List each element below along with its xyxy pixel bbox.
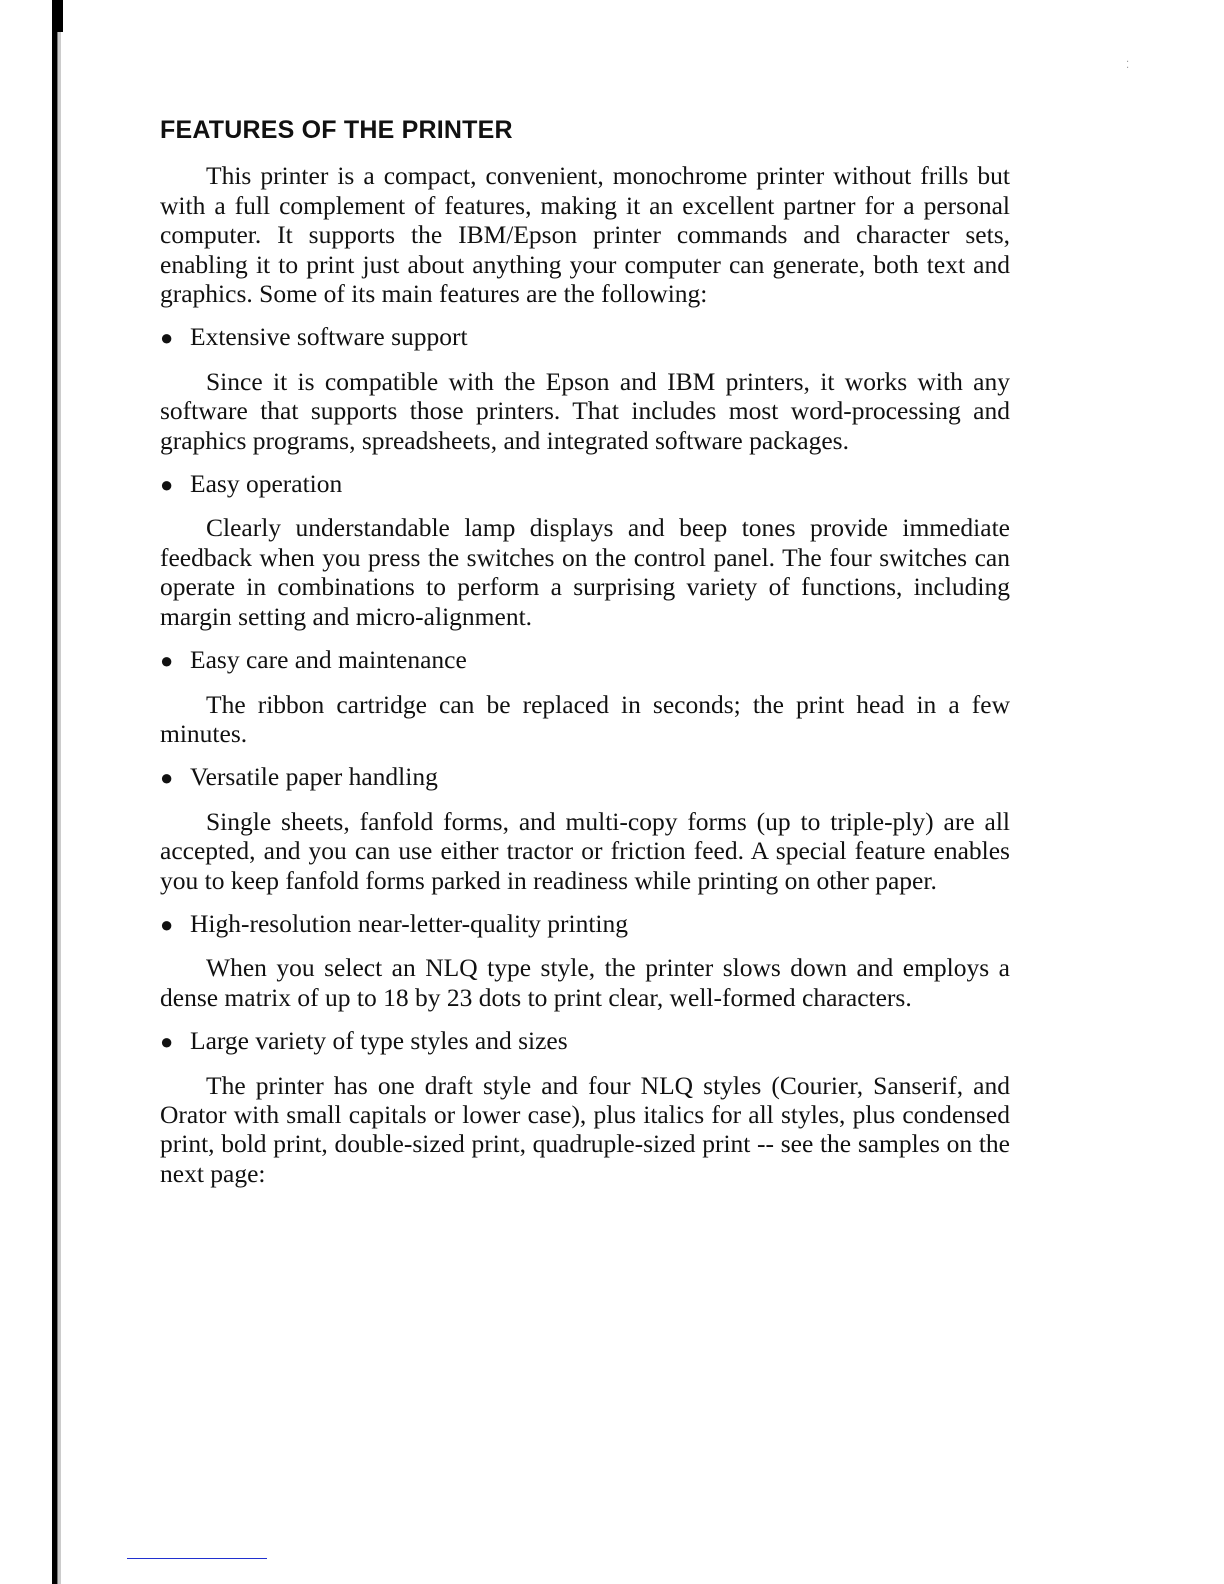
feature-heading: ● Easy care and maintenance [160,645,467,675]
scan-binding-edge [52,0,61,1584]
footnote-rule [127,1558,267,1559]
feature-body: Since it is compatible with the Epson and IBM printers, it works with any software that supports those printers. That includes most word-processing and graphics programs, spreadsheets, and integrated software packages. [160,366,1010,455]
feature-body: The printer has one draft style and four NLQ styles (Courier, Sanserif, and Orator with small capitals or lower case), plus italics for all styles, plus condensed print, bold print, double-sized print, quadruple-sized print -- see the samples on the next page: [160,1070,1010,1188]
feature-heading: ● Easy operation [160,469,343,499]
intro-paragraph: This printer is a compact, convenient, monochrome printer without frills but with a full complement of features, making it an excellent partner for a personal computer. It supports the IBM/Epson printer commands and character sets, enabling it to print just about anything your computer can generate, both text and graphics. Some of its main features are the following: [160,161,1010,309]
feature-heading: ● Extensive software support [160,322,468,352]
bullet-icon: ● [160,1029,174,1055]
scan-artifact: ⁚ [1126,60,1130,71]
scan-binding-mark [52,0,63,32]
bullet-icon: ● [160,911,174,937]
bullet-icon: ● [160,472,174,498]
feature-body: When you select an NLQ type style, the printer slows down and employs a dense matrix of up to 18 by 23 dots to print clear, well-formed characters. [160,953,1010,1012]
page-title: FEATURES OF THE PRINTER [160,116,513,144]
bullet-icon: ● [160,325,174,351]
document-page [160,116,1010,1188]
bullet-icon: ● [160,648,174,674]
feature-body: Single sheets, fanfold forms, and multi-copy forms (up to triple-ply) are all accepted, and you can use either tractor or friction feed. A special feature enables you to keep fanfold forms parked in readiness while printing on other paper. [160,806,1010,895]
feature-body: Clearly understandable lamp displays and beep tones provide immediate feedback when you press the switches on the control panel. The four switches can operate in combinations to perform a surprising variety of functions, including margin setting and micro-alignment. [160,513,1010,631]
feature-heading: ● Versatile paper handling [160,762,438,792]
feature-heading: ● Large variety of type styles and sizes [160,1026,568,1056]
feature-heading: ● High-resolution near-letter-quality printing [160,908,629,938]
feature-body: The ribbon cartridge can be replaced in seconds; the print head in a few minutes. [160,689,1010,748]
bullet-icon: ● [160,765,174,791]
